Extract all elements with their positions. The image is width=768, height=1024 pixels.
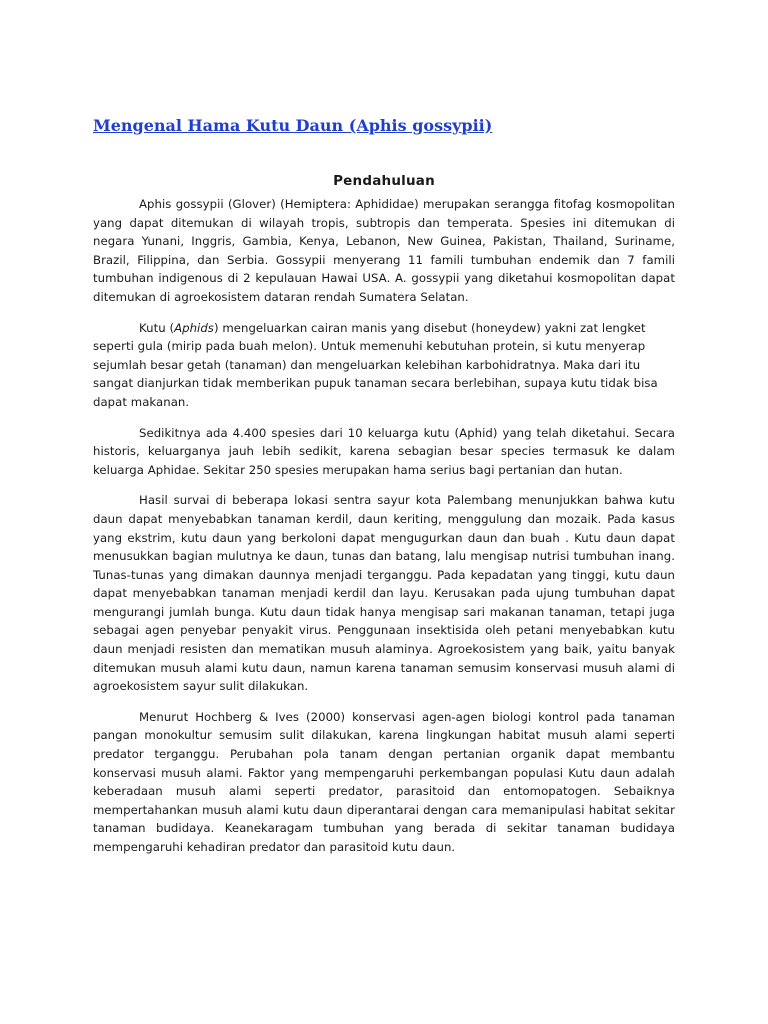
paragraph-5: Menurut Hochberg & Ives (2000) konservasi agen-agen biologi kontrol pada tanaman pangan monokultur semusim sulit dilakukan, karena lingkungan habitat musuh alami seperti predator terganggu. Perubahan pola tanam dengan pertanian organik dapat membantu konservasi musuh alami. Faktor yang mempengaruhi perkembangan populasi Kutu daun adalah keberadaan musuh alami seperti predator, parasitoid dan entomopatogen. Sebaiknya mempertahankan musuh alami kutu daun diperantarai dengan cara memanipulasi habitat sekitar tanaman budidaya. Keanekaragam tumbuhan yang berada di sekitar tanaman budidaya mempengaruhi kehadiran predator dan parasitoid kutu daun.	[93, 709, 675, 854]
paragraph-1: Aphis gossypii (Glover) (Hemiptera: Aphididae) merupakan serangga fitofag kosmopolitan yang dapat ditemukan di wilayah tropis, subtropis dan temperata. Spesies ini ditemukan di negara Yunani, Inggris, Gambia, Kenya, Lebanon, New Guinea, Pakistan, Thailand, Suriname, Brazil, Filippina, dan Serbia. Gossypii menyerang 11 famili tumbuhan endemik dan 7 famili tumbuhan indigenous di 2 kepulauan Hawai USA. A. gossypii yang diketahui kosmopolitan dapat ditemukan di agroekosistem dataran rendah Sumatera Selatan.	[93, 197, 675, 304]
paragraph-2-italic-term: Aphids	[174, 320, 214, 335]
paragraph-2	[93, 319, 675, 412]
paragraph-2-text-after: ) mengeluarkan cairan manis yang disebut (honeydew) yakni zat lengket seperti gula (mirip pada buah melon). Untuk memenuhi kebutuhan protein, si kutu menyerap sejumlah besar getah (tanaman) dan mengeluarkan kelebihan karbohidratnya. Maka dari itu sangat dianjurkan tidak memberikan pupuk tanaman secara berlebihan, supaya kutu tidak bisa dapat makanan.	[93, 320, 658, 409]
document-page	[93, 116, 675, 869]
paragraph-2-text-before: Kutu (	[139, 320, 175, 335]
paragraph-3: Sedikitnya ada 4.400 spesies dari 10 keluarga kutu (Aphid) yang telah diketahui. Secara historis, keluarganya jauh lebih sedikit, karena sebagian besar species termasuk ke dalam keluarga Aphidae. Sekitar 250 spesies merupakan hama serius bagi pertanian dan hutan.	[93, 425, 675, 477]
paragraph-4: Hasil survai di beberapa lokasi sentra sayur kota Palembang menunjukkan bahwa kutu daun dapat menyebabkan tanaman kerdil, daun keriting, menggulung dan mozaik. Pada kasus yang ekstrim, kutu daun yang berkoloni dapat mengugurkan daun dan buah . Kutu daun dapat menusukkan bagian mulutnya ke daun, tunas dan batang, lalu mengisap nutrisi tumbuhan inang. Tunas-tunas yang dimakan daunnya menjadi terganggu. Pada kepadatan yang tinggi, kutu daun dapat menyebabkan tanaman menjadi kerdil dan layu. Kerusakan pada ujung tumbuhan dapat mengurangi jumlah bunga. Kutu daun tidak hanya mengisap sari makanan tanaman, tetapi juga sebagai agen penyebar penyakit virus. Penggunaan insektisida oleh petani menyebabkan kutu daun menjadi resisten dan mematikan musuh alaminya. Agroekosistem yang baik, yaitu banyak ditemukan musuh alami kutu daun, namun karena tanaman semusim konservasi musuh alami di agroekosistem sayur sulit dilakukan.	[93, 493, 675, 694]
section-heading: Pendahuluan	[333, 173, 435, 189]
document-title-link[interactable]: Mengenal Hama Kutu Daun (Aphis gossypii)	[93, 116, 493, 135]
